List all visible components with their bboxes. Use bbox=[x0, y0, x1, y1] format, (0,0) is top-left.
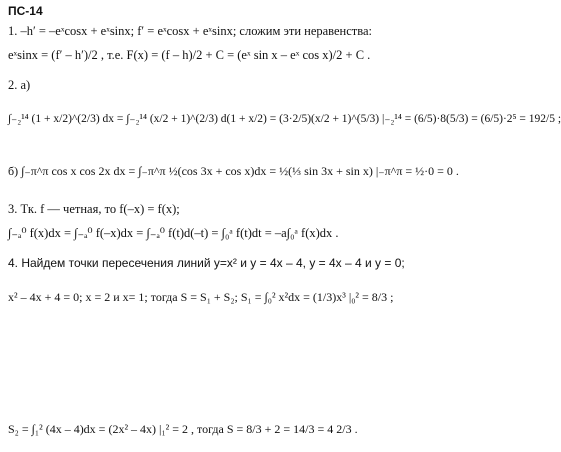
solution-2b-integral: б) ∫₋π^π cos x cos 2x dx = ∫₋π^π ½(cos 3x + cos x)dx = ½(⅓ sin 3x + sin x) |₋π^π = ½·0 = 0 . bbox=[8, 164, 459, 178]
solution-2-heading: 2. а) bbox=[8, 78, 31, 92]
document-title: ПС-14 bbox=[8, 4, 43, 18]
solution-3-statement: 3. Тк. f — четная, то f(–x) = f(x); bbox=[8, 202, 180, 216]
solution-4-area-s2: S₂ = ∫₁² (4x – 4)dx = (2x² – 4x) |₁² = 2 , тогда S = 8/3 + 2 = 14/3 = 4 2/3 . bbox=[8, 422, 358, 436]
solution-4-area-s1: x² – 4x + 4 = 0; x = 2 и x= 1; тогда S = S₁ + S₂; S₁ = ∫₀² x²dx = (1/3)x³ |₀² = 8/3 ; bbox=[8, 290, 394, 304]
solution-2a-integral: ∫₋₂¹⁴ (1 + x/2)^(2/3) dx = ∫₋₂¹⁴ (x/2 + 1)^(2/3) d(1 + x/2) = (3·2/5)(x/2 + 1)^(5/3) |₋₂¹⁴ = (6/5)·8(5/3) = (6/5)·2⁵ = 192/5 ; bbox=[8, 113, 561, 125]
solution-1-derivatives: 1. –h′ = –eˣcosx + eˣsinx; f′ = eˣcosx + eˣsinx; сложим эти неравенства: bbox=[8, 24, 373, 38]
solution-4-statement: 4. Найдем точки пересечения линий y=x² и y = 4x – 4, y = 4x – 4 и y = 0; bbox=[8, 256, 405, 270]
solution-1-antiderivative: eˣsinx = (f′ – h′)/2 , т.е. F(x) = (f – h)/2 + C = (eˣ sin x – eˣ cos x)/2 + C . bbox=[8, 48, 371, 62]
solution-3-integral: ∫₋ₐ⁰ f(x)dx = ∫₋ₐ⁰ f(–x)dx = ∫₋ₐ⁰ f(t)d(–t) = ∫₀ᵃ f(t)dt = –a∫₀ᵃ f(x)dx . bbox=[8, 226, 339, 240]
